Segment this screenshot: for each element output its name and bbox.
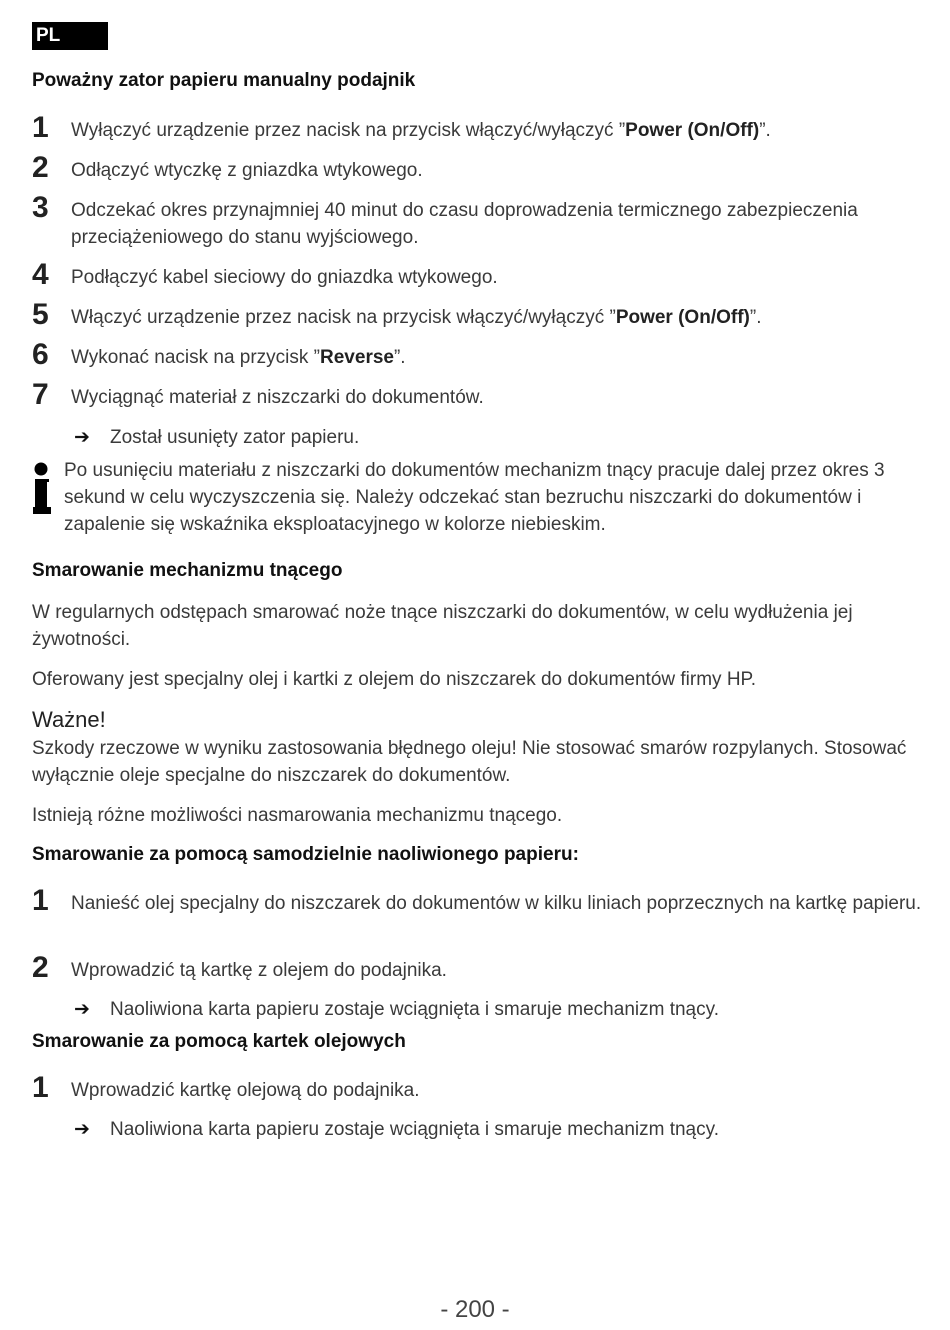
- step-1: [32, 1071, 922, 1104]
- step-4: [32, 258, 922, 291]
- step-result: ➔ Naoliwiona karta papieru zostaje wciągnięta i smaruje mechanizm tnący.: [74, 1116, 719, 1143]
- step-text: Wyciągnąć materiał z niszczarki do dokumentów.: [71, 387, 484, 408]
- step-1: [32, 111, 922, 144]
- step-3: [32, 191, 922, 251]
- step-5: [32, 298, 922, 331]
- language-tag: PL: [32, 22, 108, 50]
- right-arrow-icon: ➔: [74, 1119, 90, 1140]
- step-text: Wykonać nacisk na przycisk ”Reverse”.: [71, 347, 406, 368]
- step-7: [32, 378, 922, 411]
- step-text: Włączyć urządzenie przez nacisk na przycisk włączyć/wyłączyć ”Power (On/Off)”.: [71, 307, 762, 328]
- step-result: ➔ Został usunięty zator papieru.: [74, 424, 359, 451]
- section-title-paper-jam: Poważny zator papieru manualny podajnik: [32, 70, 416, 91]
- warning-title: Ważne!: [32, 707, 106, 732]
- step-2: [32, 151, 922, 184]
- step-number: 1: [32, 884, 49, 917]
- info-note: Po usunięciu materiału z niszczarki do dokumentów mechanizm tnący pracuje dalej przez okres 3 sekund w celu wyczyszczenia się. Należy odczekać stan bezruchu niszczarki do dokumentów i zapalenie się wskaźnika eksploatacyjnego w kolorze niebieskim.: [64, 460, 885, 535]
- step-number: 3: [32, 191, 49, 224]
- info-icon: [32, 462, 52, 514]
- paragraph: W regularnych odstępach smarować noże tnące niszczarki do dokumentów, w celu wydłużenia jej żywotności.: [32, 602, 853, 650]
- step-text: Wprowadzić tą kartkę z olejem do podajnika.: [71, 960, 447, 981]
- step-text: Odłączyć wtyczkę z gniazdka wtykowego.: [71, 160, 423, 181]
- step-result: ➔ Naoliwiona karta papieru zostaje wciągnięta i smaruje mechanizm tnący.: [74, 996, 719, 1023]
- step-text: Odczekać okres przynajmniej 40 minut do czasu doprowadzenia termicznego zabezpieczenia przeciążeniowego do stanu wyjściowego.: [71, 200, 858, 248]
- step-1: [32, 884, 922, 917]
- warning-text: Szkody rzeczowe w wyniku zastosowania błędnego oleju! Nie stosować smarów rozpylanych. Stosować wyłącznie oleje specjalne do niszczarek do dokumentów.: [32, 738, 907, 786]
- step-number: 1: [32, 111, 49, 144]
- paragraph: Istnieją różne możliwości nasmarowania mechanizmu tnącego.: [32, 805, 563, 826]
- page-number: - 200 -: [440, 1296, 510, 1323]
- right-arrow-icon: ➔: [74, 427, 90, 448]
- step-number: 1: [32, 1071, 49, 1104]
- step-2: [32, 951, 922, 984]
- step-number: 2: [32, 151, 49, 184]
- step-text: Nanieść olej specjalny do niszczarek do dokumentów w kilku liniach poprzecznych na kartkę papieru.: [71, 893, 922, 914]
- subsection-title-self-oiled: Smarowanie za pomocą samodzielnie naoliwionego papieru:: [32, 844, 579, 865]
- right-arrow-icon: ➔: [74, 999, 90, 1020]
- step-text: Podłączyć kabel sieciowy do gniazdka wtykowego.: [71, 267, 498, 288]
- step-number: 6: [32, 338, 49, 371]
- step-number: 7: [32, 378, 49, 411]
- step-number: 2: [32, 951, 49, 984]
- step-text: Wprowadzić kartkę olejową do podajnika.: [71, 1080, 420, 1101]
- subsection-title-oil-sheets: Smarowanie za pomocą kartek olejowych: [32, 1031, 406, 1052]
- step-number: 5: [32, 298, 49, 331]
- paragraph: Oferowany jest specjalny olej i kartki z olejem do niszczarek do dokumentów firmy HP.: [32, 669, 757, 690]
- step-6: [32, 338, 922, 371]
- step-number: 4: [32, 258, 49, 291]
- section-title-lubrication: Smarowanie mechanizmu tnącego: [32, 560, 343, 581]
- step-text: Wyłączyć urządzenie przez nacisk na przycisk włączyć/wyłączyć ”Power (On/Off)”.: [71, 120, 771, 141]
